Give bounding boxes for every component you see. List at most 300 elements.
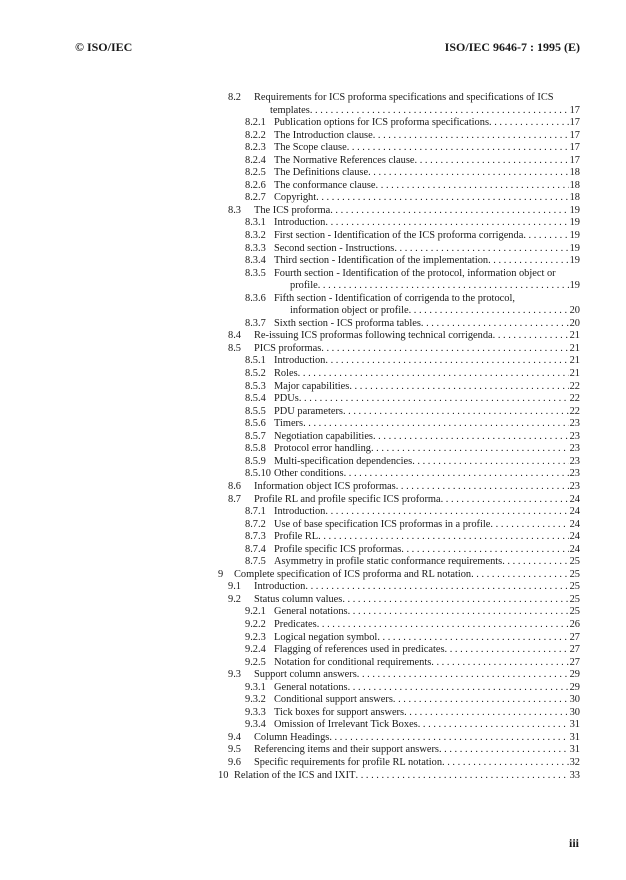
toc-title: Relation of the ICS and IXIT [234, 769, 356, 781]
toc-line [274, 556, 580, 569]
toc-number: 8.7.5 [245, 556, 266, 568]
dot-leader [317, 619, 569, 632]
toc-number: 8.6 [228, 480, 241, 492]
toc-title: Major capabilities [274, 380, 350, 392]
toc-title: The conformance clause [274, 179, 376, 191]
toc-number: 8.2.4 [245, 154, 266, 166]
toc-number: 8.3.2 [245, 230, 266, 242]
toc-page: 24 [569, 493, 580, 505]
toc-number: 8.3.7 [245, 317, 266, 329]
toc-entry[interactable] [214, 481, 580, 494]
toc-entry[interactable] [214, 355, 580, 368]
toc-entry-continuation[interactable] [214, 305, 580, 318]
dot-leader [357, 669, 569, 682]
toc-page: 31 [569, 731, 580, 743]
toc-number: 9.2.4 [245, 644, 266, 656]
toc-entry[interactable] [214, 406, 580, 419]
toc-title: profile [290, 280, 318, 292]
toc-number: 8.2.3 [245, 142, 266, 154]
toc-number: 8.5.4 [245, 393, 266, 405]
toc-page: 23 [569, 480, 580, 492]
dot-leader [489, 117, 569, 130]
toc-line [274, 355, 580, 368]
toc-line [254, 494, 580, 507]
toc-entry[interactable] [214, 719, 580, 732]
toc-line [254, 669, 580, 682]
toc-page: 19 [569, 230, 580, 242]
toc-page: 32 [569, 756, 580, 768]
toc-line [274, 694, 580, 707]
dot-leader [348, 682, 569, 695]
toc-line [274, 506, 580, 519]
dot-leader [445, 644, 569, 657]
toc-page: 21 [569, 342, 580, 354]
dot-leader [342, 594, 568, 607]
header-standard-id: ISO/IEC 9646-7 : 1995 (E) [444, 40, 580, 54]
toc-title: Introduction [274, 506, 326, 518]
toc-title: Notation for conditional requirements [274, 656, 432, 668]
toc-entry[interactable] [214, 318, 580, 331]
toc-entry[interactable] [214, 330, 580, 343]
toc-page: 26 [569, 618, 580, 630]
toc-line [274, 619, 580, 632]
dot-leader [325, 217, 568, 230]
toc-page: 25 [569, 581, 580, 593]
toc-line [274, 117, 580, 130]
toc-number: 9.3.1 [245, 681, 266, 693]
toc-page: 17 [569, 154, 580, 166]
toc-title: The Definitions clause [274, 167, 369, 179]
toc-title: Conditional support answers [274, 694, 393, 706]
toc-line [274, 155, 580, 168]
toc-title: Specific requirements for profile RL notation [254, 756, 443, 768]
dot-leader [329, 732, 568, 745]
toc-entry[interactable] [214, 682, 580, 695]
dot-leader [349, 381, 568, 394]
toc-page: 27 [569, 656, 580, 668]
toc-entry[interactable] [214, 381, 580, 394]
toc-entry[interactable] [214, 418, 580, 431]
dot-leader [376, 180, 569, 193]
toc-page: 25 [569, 556, 580, 568]
toc-entry[interactable] [214, 142, 580, 155]
toc-title: Information object ICS proformas [254, 480, 396, 492]
dot-leader [318, 531, 568, 544]
toc-number: 9.3.2 [245, 694, 266, 706]
toc-entry[interactable] [214, 644, 580, 657]
toc-entry-continuation[interactable] [214, 105, 580, 118]
toc-line [234, 569, 580, 582]
toc-number: 8.3.3 [245, 242, 266, 254]
toc-page: 27 [569, 631, 580, 643]
toc-number: 8.2.2 [245, 129, 266, 141]
toc-line [274, 180, 580, 193]
toc-line [274, 443, 580, 456]
toc-title: PICS proformas [254, 342, 322, 354]
toc-page: 17 [569, 117, 580, 129]
toc-title: Tick boxes for support answers [274, 706, 405, 718]
toc-line [274, 644, 580, 657]
toc-entry[interactable] [214, 594, 580, 607]
toc-entry[interactable] [214, 606, 580, 619]
table-of-contents [214, 92, 580, 782]
toc-title: Omission of Irrelevant Tick Boxes [274, 719, 418, 731]
toc-line [254, 343, 580, 356]
toc-title: PDUs [274, 393, 299, 405]
toc-entry[interactable] [214, 180, 580, 193]
dot-leader [305, 581, 568, 594]
toc-title: Flagging of references used in predicates [274, 644, 445, 656]
toc-line [234, 770, 580, 783]
toc-page: 18 [569, 167, 580, 179]
toc-entry[interactable] [214, 230, 580, 243]
toc-page: 23 [569, 468, 580, 480]
toc-number: 8.5.6 [245, 418, 266, 430]
dot-leader [299, 393, 569, 406]
toc-page: 20 [569, 317, 580, 329]
toc-title: Timers [274, 418, 304, 430]
toc-line [274, 657, 580, 670]
toc-title: Referencing items and their support answers [254, 744, 439, 756]
dot-leader [493, 330, 569, 343]
toc-page: 23 [569, 455, 580, 467]
dot-leader [502, 556, 568, 569]
toc-page: 25 [569, 593, 580, 605]
toc-entry-continuation[interactable] [214, 280, 580, 293]
toc-line [274, 431, 580, 444]
toc-title: General notations [274, 606, 348, 618]
dot-leader [396, 481, 569, 494]
toc-entry[interactable] [214, 368, 580, 381]
toc-line [274, 255, 580, 268]
toc-entry[interactable] [214, 519, 580, 532]
dot-leader [348, 606, 569, 619]
toc-entry[interactable] [214, 443, 580, 456]
toc-number: 8.5.2 [245, 368, 266, 380]
dot-leader [318, 280, 569, 293]
toc-page: 31 [569, 744, 580, 756]
toc-number: 8.5.7 [245, 430, 266, 442]
toc-line [274, 707, 580, 720]
dot-leader [325, 506, 568, 519]
toc-number: 9.3.3 [245, 706, 266, 718]
dot-leader [418, 719, 569, 732]
toc-number: 9.4 [228, 731, 241, 743]
dot-leader [371, 443, 569, 456]
toc-page: 29 [569, 669, 580, 681]
toc-entry[interactable] [214, 506, 580, 519]
dot-leader [316, 192, 568, 205]
toc-line [274, 531, 580, 544]
dot-leader [421, 318, 569, 331]
toc-entry[interactable] [214, 757, 580, 770]
dot-leader [404, 707, 569, 720]
dot-leader [412, 456, 568, 469]
toc-title: Introduction [274, 355, 326, 367]
toc-title: Sixth section - ICS proforma tables [274, 317, 421, 329]
toc-title: Re-issuing ICS proformas following technical corrigenda [254, 330, 493, 342]
toc-number: 8.2.6 [245, 179, 266, 191]
toc-page: 30 [569, 706, 580, 718]
toc-page: 21 [569, 368, 580, 380]
toc-line [274, 130, 580, 143]
toc-entry[interactable] [214, 393, 580, 406]
toc-line [254, 481, 580, 494]
toc-number: 8.3.4 [245, 255, 266, 267]
toc-page: 24 [569, 506, 580, 518]
toc-title: Third section - Identification of the implementation [274, 255, 489, 267]
toc-number: 8.2.7 [245, 192, 266, 204]
toc-entry[interactable] [214, 205, 580, 218]
toc-number: 8.5.10 [245, 468, 271, 480]
dot-leader [344, 468, 569, 481]
toc-title: Other conditions [274, 468, 344, 480]
toc-entry[interactable] [214, 569, 580, 582]
toc-page: 19 [569, 280, 580, 292]
toc-number: 8.5.1 [245, 355, 266, 367]
toc-title: General notations [274, 681, 348, 693]
toc-title: PDU parameters [274, 405, 343, 417]
toc-entry[interactable] [214, 243, 580, 256]
toc-entry[interactable] [214, 468, 580, 481]
dot-leader [471, 569, 569, 582]
toc-number: 9.2.3 [245, 631, 266, 643]
toc-entry[interactable] [214, 293, 580, 306]
toc-page: 18 [569, 179, 580, 191]
dot-leader [321, 343, 568, 356]
toc-line [274, 418, 580, 431]
toc-entry[interactable] [214, 707, 580, 720]
toc-entry[interactable] [214, 167, 580, 180]
toc-number: 8.4 [228, 330, 241, 342]
dot-leader [488, 255, 569, 268]
toc-line [270, 105, 580, 118]
toc-number: 8.7.2 [245, 518, 266, 530]
toc-number: 9 [218, 568, 224, 580]
toc-title: Multi-specification dependencies [274, 455, 413, 467]
toc-page: 25 [569, 568, 580, 580]
toc-number: 8.7.1 [245, 506, 266, 518]
dot-leader [343, 406, 569, 419]
dot-leader [415, 155, 569, 168]
toc-number: 8.2.5 [245, 167, 266, 179]
toc-page: 18 [569, 192, 580, 204]
toc-number: 8.2.1 [245, 117, 266, 129]
toc-entry[interactable] [214, 632, 580, 645]
toc-title: Profile specific ICS proformas [274, 543, 402, 555]
toc-entry[interactable] [214, 744, 580, 757]
toc-page: 22 [569, 405, 580, 417]
toc-page: 24 [569, 531, 580, 543]
toc-line [274, 468, 580, 481]
toc-line [274, 719, 580, 732]
toc-number: 9.3.4 [245, 719, 266, 731]
toc-page: 31 [569, 719, 580, 731]
toc-number: 8.5.3 [245, 380, 266, 392]
toc-page: 21 [569, 330, 580, 342]
toc-entry[interactable] [214, 255, 580, 268]
toc-line [274, 368, 580, 381]
dot-leader [431, 657, 568, 670]
toc-page: 29 [569, 681, 580, 693]
toc-number: 8.5.5 [245, 405, 266, 417]
toc-title: The Scope clause [274, 142, 347, 154]
toc-title: Publication options for ICS proforma specifications [274, 117, 489, 129]
toc-title: Fifth section - Identification of corrigenda to the protocol, [274, 292, 515, 304]
toc-number: 9.3 [228, 669, 241, 681]
toc-line [290, 305, 580, 318]
toc-line [274, 167, 580, 180]
toc-number: 8.7 [228, 493, 241, 505]
toc-entry[interactable] [214, 217, 580, 230]
toc-line [274, 230, 580, 243]
toc-number: 8.3 [228, 204, 241, 216]
dot-leader [394, 243, 568, 256]
toc-line [274, 243, 580, 256]
toc-line [254, 757, 580, 770]
toc-page: 17 [569, 142, 580, 154]
dot-leader [330, 205, 568, 218]
dot-leader [441, 494, 569, 507]
dot-leader [298, 368, 569, 381]
toc-number: 8.5 [228, 342, 241, 354]
toc-line [274, 456, 580, 469]
toc-title: The ICS proforma [254, 204, 331, 216]
toc-title: information object or profile [290, 305, 409, 317]
toc-page: 27 [569, 644, 580, 656]
toc-line [274, 217, 580, 230]
toc-line [254, 581, 580, 594]
toc-entry[interactable] [214, 130, 580, 143]
toc-number: 8.7.3 [245, 531, 266, 543]
toc-number: 8.5.8 [245, 443, 266, 455]
toc-entry[interactable] [214, 494, 580, 507]
toc-page: 24 [569, 543, 580, 555]
toc-title: First section - Identification of the ICS proforma corrigenda [274, 230, 524, 242]
toc-line [254, 594, 580, 607]
toc-title: Second section - Instructions [274, 242, 395, 254]
dot-leader [523, 230, 568, 243]
toc-page: 20 [569, 305, 580, 317]
toc-line [274, 406, 580, 419]
page-number: iii [568, 836, 579, 850]
toc-title: Complete specification of ICS proforma and RL notation [234, 568, 472, 580]
toc-number: 9.6 [228, 756, 241, 768]
toc-number: 9.1 [228, 581, 241, 593]
dot-leader [373, 431, 569, 444]
toc-entry[interactable] [214, 770, 580, 783]
toc-entry[interactable] [214, 669, 580, 682]
toc-title: Protocol error handling [274, 443, 371, 455]
toc-entry[interactable] [214, 732, 580, 745]
toc-entry[interactable] [214, 155, 580, 168]
toc-line [274, 519, 580, 532]
toc-title: Requirements for ICS proforma specifications and specifications of ICS [254, 92, 554, 103]
toc-title: The Normative References clause [274, 154, 415, 166]
toc-entry[interactable] [214, 581, 580, 594]
dot-leader [377, 632, 568, 645]
toc-page: 24 [569, 518, 580, 530]
dot-leader [490, 519, 568, 532]
toc-entry[interactable] [214, 92, 580, 105]
toc-title: Status column values [254, 593, 343, 605]
dot-leader [325, 355, 568, 368]
toc-title: Logical negation symbol [274, 631, 378, 643]
toc-line [274, 682, 580, 695]
toc-title: Profile RL and profile specific ICS proforma [254, 493, 441, 505]
toc-number: 9.5 [228, 744, 241, 756]
toc-entry[interactable] [214, 694, 580, 707]
toc-entry[interactable] [214, 556, 580, 569]
toc-page: 22 [569, 393, 580, 405]
dot-leader [303, 418, 569, 431]
header-copyright: © ISO/IEC [75, 40, 133, 54]
toc-entry[interactable] [214, 431, 580, 444]
toc-title: Predicates [274, 618, 317, 630]
toc-entry[interactable] [214, 657, 580, 670]
dot-leader [442, 757, 569, 770]
dot-leader [347, 142, 569, 155]
toc-line [254, 732, 580, 745]
toc-title: Support column answers [254, 669, 357, 681]
toc-entry[interactable] [214, 268, 580, 281]
toc-line [274, 192, 580, 205]
toc-title: The Introduction clause [274, 129, 373, 141]
toc-entry[interactable] [214, 192, 580, 205]
toc-line [254, 330, 580, 343]
dot-leader [310, 105, 569, 118]
dot-leader [439, 744, 569, 757]
dot-leader [368, 167, 569, 180]
dot-leader [401, 544, 568, 557]
toc-entry[interactable] [214, 544, 580, 557]
toc-title: Asymmetry in profile static conformance requirements [274, 556, 503, 568]
toc-page: 23 [569, 443, 580, 455]
toc-title: Profile RL [274, 531, 319, 543]
toc-number: 8.3.5 [245, 267, 266, 279]
toc-page: 17 [569, 129, 580, 141]
toc-title: Column Headings [254, 731, 330, 743]
toc-entry[interactable] [214, 117, 580, 130]
toc-line [290, 280, 580, 293]
toc-entry[interactable] [214, 456, 580, 469]
toc-title: Introduction [254, 581, 306, 593]
toc-page: 19 [569, 217, 580, 229]
toc-title: templates [270, 104, 310, 116]
toc-page: 19 [569, 255, 580, 267]
toc-line [254, 744, 580, 757]
toc-entry[interactable] [214, 619, 580, 632]
toc-line [274, 318, 580, 331]
dot-leader [393, 694, 569, 707]
toc-title: Introduction [274, 217, 326, 229]
toc-number: 9.2.2 [245, 618, 266, 630]
toc-entry[interactable] [214, 531, 580, 544]
toc-number: 9.2 [228, 593, 241, 605]
toc-title: Negotiation capabilities [274, 430, 373, 442]
toc-title: Copyright [274, 192, 317, 204]
toc-number: 8.5.9 [245, 455, 266, 467]
toc-line [274, 142, 580, 155]
toc-page: 23 [569, 418, 580, 430]
toc-title: Fourth section - Identification of the protocol, information object or [274, 267, 556, 279]
toc-page: 23 [569, 430, 580, 442]
toc-page: 25 [569, 606, 580, 618]
toc-entry[interactable] [214, 343, 580, 356]
toc-line [274, 393, 580, 406]
toc-number: 8.2 [228, 92, 241, 103]
toc-page: 22 [569, 380, 580, 392]
